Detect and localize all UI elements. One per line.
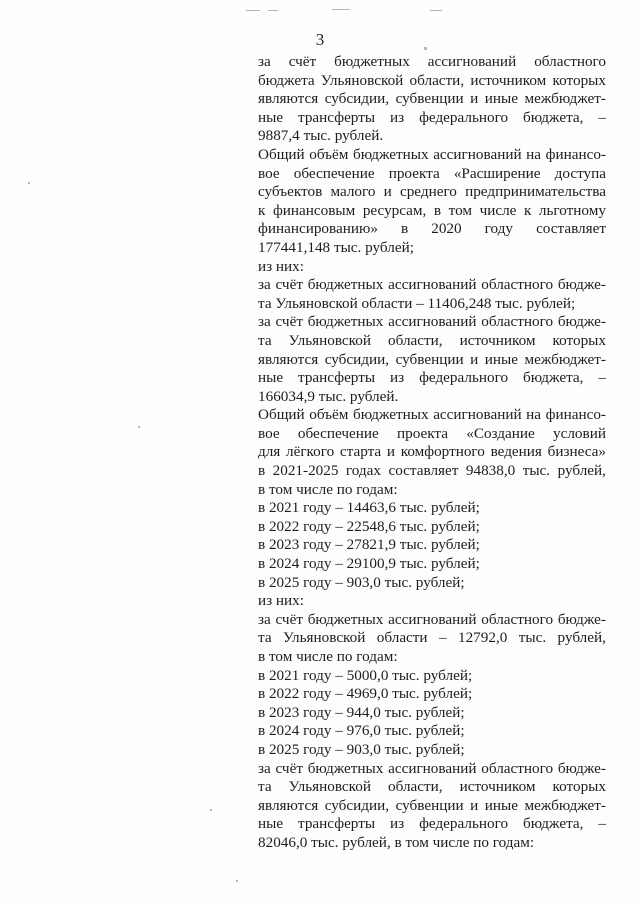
text-line: являются субсидии, субвенции и иные межбюджет- [258, 350, 606, 368]
text-line: в 2022 году – 22548,6 тыс. рублей; [258, 517, 480, 535]
text-line: за счёт бюджетных ассигнований областного бюдже- [258, 610, 606, 628]
text-line: за счёт бюджетных ассигнований областного [258, 53, 606, 70]
text-line: та Ульяновской области, источником которых [258, 778, 606, 796]
scan-artifact [138, 426, 140, 428]
text-line: в 2022 году – 4969,0 тыс. рублей; [258, 685, 473, 703]
text-line: в 2023 году – 944,0 тыс. рублей; [258, 703, 465, 721]
scan-artifact [332, 9, 350, 10]
text-line: в 2021-2025 годах составляет 94838,0 тыс. рублей, [258, 462, 606, 480]
text-line: субъектов малого и среднего предпринимательства [258, 183, 606, 201]
text-line: к финансовым ресурсам, в том числе к льготному [258, 201, 606, 219]
page-number: 3 [315, 30, 325, 49]
text-line: бюджета Ульяновской области, источником которых [258, 71, 606, 89]
scan-artifact [28, 182, 30, 184]
text-line: для лёгкого старта и комфортного ведения бизнеса» [258, 443, 606, 461]
text-line: та Ульяновской области, источником которых [258, 331, 606, 349]
document-body [258, 53, 606, 853]
text-line: в 2025 году – 903,0 тыс. рублей; [258, 573, 465, 591]
text-line: в 2024 году – 976,0 тыс. рублей; [258, 722, 465, 740]
text-line: за счёт бюджетных ассигнований областного бюдже- [258, 276, 606, 294]
text-line: вое обеспечение проекта «Расширение доступа [258, 164, 606, 182]
scan-artifact [246, 10, 260, 11]
text-line: за счёт бюджетных ассигнований областного бюдже- [258, 313, 606, 331]
text-line: ные трансферты из федерального бюджета, – [258, 815, 606, 833]
text-line: в 2024 году – 29100,9 тыс. рублей; [258, 555, 480, 573]
text-line: в 2025 году – 903,0 тыс. рублей; [258, 740, 465, 758]
text-line: являются субсидии, субвенции и иные межбюджет- [258, 796, 606, 814]
text-line: в 2023 году – 27821,9 тыс. рублей; [258, 536, 480, 554]
text-line: 82046,0 тыс. рублей, в том числе по годам: [258, 833, 535, 851]
scan-artifact [210, 809, 212, 811]
text-line: Общий объём бюджетных ассигнований на финансо- [258, 406, 606, 424]
text-line: в 2021 году – 5000,0 тыс. рублей; [258, 666, 473, 684]
text-line: финансированию» в 2020 году составляет [258, 220, 606, 238]
text-line: та Ульяновской области – 12792,0 тыс. рублей, [258, 629, 606, 647]
text-line: ные трансферты из федерального бюджета, – [258, 369, 606, 387]
text-line: являются субсидии, субвенции и иные межбюджет- [258, 90, 606, 108]
scan-artifact [236, 880, 238, 882]
text-line: в том числе по годам: [258, 648, 398, 665]
text-line: та Ульяновской области – 11406,248 тыс. рублей; [258, 294, 576, 312]
text-line: 177441,148 тыс. рублей; [258, 238, 414, 256]
text-line: ные трансферты из федерального бюджета, – [258, 108, 606, 126]
text-line: вое обеспечение проекта «Создание условий [258, 424, 606, 442]
text-line: в том числе по годам: [258, 480, 398, 498]
text-line: из них: [258, 592, 304, 610]
text-line: из них: [258, 257, 304, 275]
text-line: за счёт бюджетных ассигнований областного бюдже- [258, 759, 606, 777]
scan-artifact [268, 10, 278, 11]
text-line: 9887,4 тыс. рублей. [258, 127, 384, 145]
text-line: 166034,9 тыс. рублей. [258, 387, 399, 405]
text-line: в 2021 году – 14463,6 тыс. рублей; [258, 499, 480, 517]
text-line: Общий объём бюджетных ассигнований на финансо- [258, 145, 606, 163]
scan-artifact [430, 10, 442, 11]
